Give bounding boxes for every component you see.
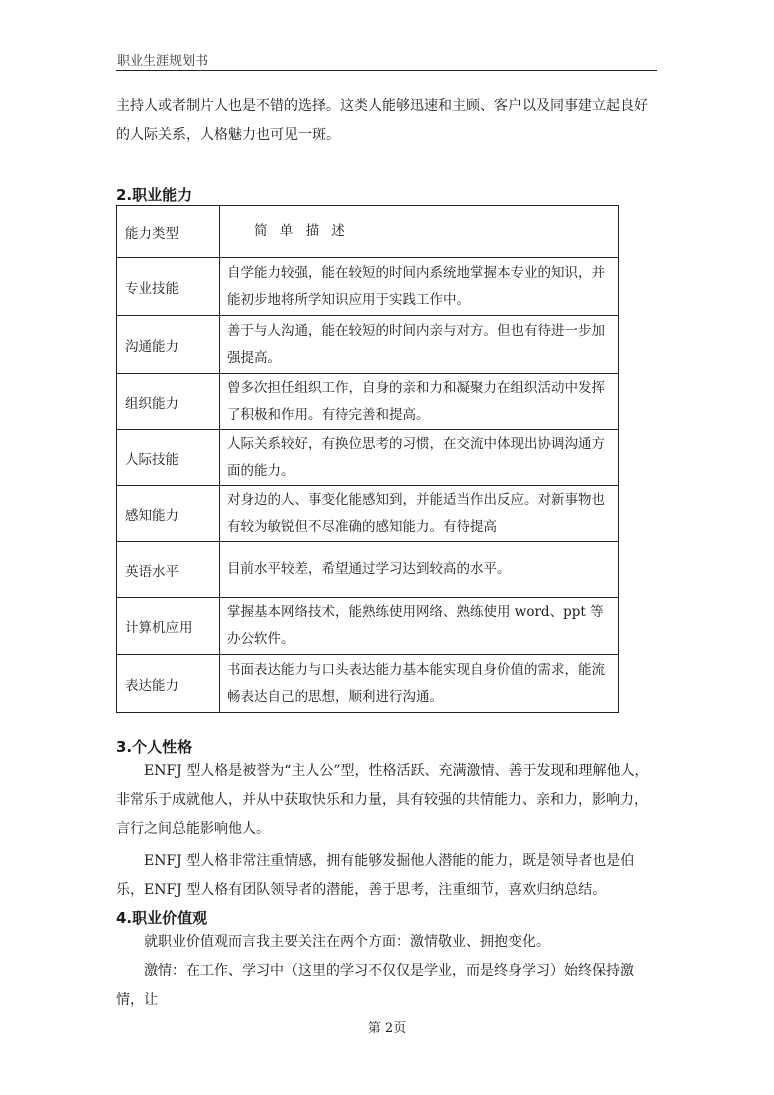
ability-desc-cell: 对身边的人、事变化能感知到，并能适当作出反应。对新事物也有较为敏锐但不尽准确的感知能力。有待提高 [220, 486, 619, 542]
personality-paragraph: ENFJ 型人格非常注重情感，拥有能够发掘他人潜能的能力，既是领导者也是伯乐，ENFJ 型人格有团队领导者的潜能，善于思考，注重细节，喜欢归纳总结。 [116, 853, 635, 898]
ability-desc-cell: 曾多次担任组织工作，自身的亲和力和凝聚力在组织活动中发挥了积极和作用。有待完善和提高。 [220, 374, 619, 430]
ability-type-cell: 沟通能力 [117, 316, 220, 374]
personality-paragraph: ENFJ 型人格是被誉为“主人公”型，性格活跃、充满激情、善于发现和理解他人，非常乐于成就他人，并从中获取快乐和力量，具有较强的共情能力、亲和力，影响力，言行之间总能影响他人。 [116, 763, 649, 837]
table-row [117, 316, 619, 374]
header-description: 简 单 描 述 [220, 206, 619, 258]
table-row [117, 542, 619, 598]
table-row [117, 430, 619, 486]
values-paragraph: 就职业价值观而言我主要关注在两个方面：激情敬业、拥抱变化。 [144, 934, 550, 950]
ability-desc-cell: 自学能力较强，能在较短的时间内系统地掌握本专业的知识，并能初步地将所学知识应用于实践工作中。 [220, 258, 619, 316]
ability-desc-cell: 掌握基本网络技术，能熟练使用网络、熟练使用 word、ppt 等办公软件。 [220, 598, 619, 655]
ability-type-cell: 计算机应用 [117, 598, 220, 655]
ability-type-cell: 感知能力 [117, 486, 220, 542]
ability-type-cell: 人际技能 [117, 430, 220, 486]
ability-table [116, 205, 619, 713]
section-heading-career-values: 4.职业价值观 [116, 909, 208, 927]
running-header: 职业生涯规划书 [117, 54, 209, 69]
header-divider [116, 70, 657, 71]
table-row [117, 486, 619, 542]
ability-type-cell: 表达能力 [117, 655, 220, 713]
table-row [117, 374, 619, 430]
ability-desc-cell: 人际关系较好，有换位思考的习惯，在交流中体现出协调沟通方面的能力。 [220, 430, 619, 486]
ability-desc-cell: 善于与人沟通，能在较短的时间内亲与对方。但也有待进一步加强提高。 [220, 316, 619, 374]
table-row [117, 655, 619, 713]
section-heading-personality: 3.个人性格 [116, 738, 193, 756]
ability-type-cell: 专业技能 [117, 258, 220, 316]
header-ability-type: 能力类型 [117, 206, 220, 258]
ability-type-cell: 组织能力 [117, 374, 220, 430]
values-paragraph: 激情：在工作、学习中（这里的学习不仅仅是学业，而是终身学习）始终保持激情，让 [116, 963, 634, 1008]
ability-desc-cell: 目前水平较差，希望通过学习达到较高的水平。 [220, 542, 619, 598]
intro-paragraph: 主持人或者制片人也是不错的选择。这类人能够迅速和主顾、客户以及同事建立起良好的人际关系，人格魅力也可见一斑。 [116, 98, 648, 143]
table-header-row [117, 206, 619, 258]
table-row [117, 598, 619, 655]
section-heading-career-ability: 2.职业能力 [116, 186, 193, 204]
page-number: 第 2页 [367, 1021, 407, 1036]
table-row [117, 258, 619, 316]
ability-desc-cell: 书面表达能力与口头表达能力基本能实现自身价值的需求，能流畅表达自己的思想，顺利进行沟通。 [220, 655, 619, 713]
ability-type-cell: 英语水平 [117, 542, 220, 598]
